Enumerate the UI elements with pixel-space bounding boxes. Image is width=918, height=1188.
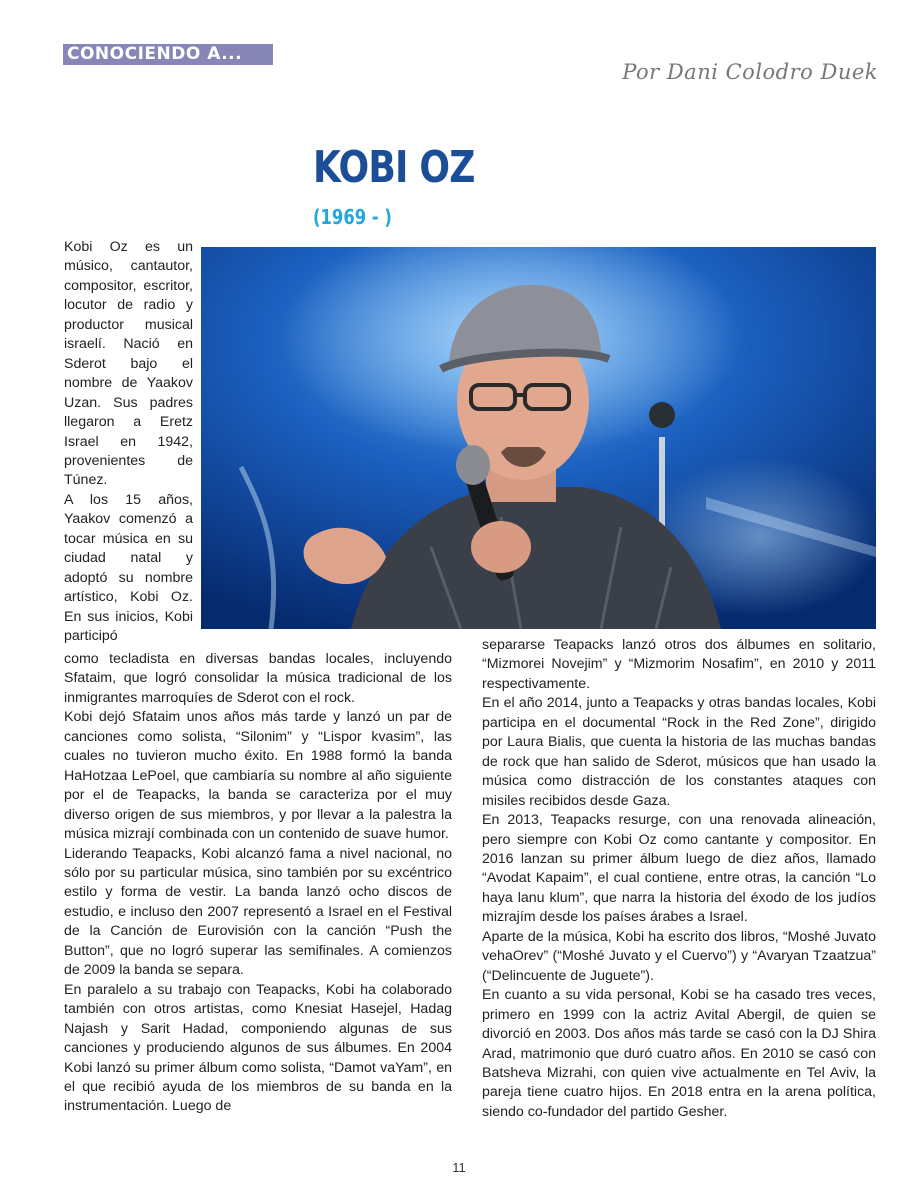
section-tag: CONOCIENDO A... xyxy=(63,44,273,65)
byline: Por Dani Colodro Duek xyxy=(622,60,878,84)
right-column xyxy=(482,636,876,1122)
paragraph: En cuanto a su vida personal, Kobi se ha casado tres veces, primero en 1999 con la actriz Avital Abergil, de quien se divorció en 2003. Dos años más tarde se casó con la DJ Shira Arad, matrimonio que duró cuatro años. En 2010 se casó con Batsheva Mizrahi, con quien vive actualmente en Tel Aviv, la pareja tiene cuatro hijos. En 2018 entra en la arena política, siendo co-fundador del partido Gesher. xyxy=(482,987,876,1120)
page-number: 11 xyxy=(452,1160,466,1175)
paragraph: separarse Teapacks lanzó otros dos álbumes en solitario, “Mizmorei Novejim” y “Mizmorim Nosafim”, en 2010 y 2011 respectivamente. xyxy=(482,637,876,692)
article-years: (1969 - ) xyxy=(313,205,392,229)
paragraph: En el año 2014, junto a Teapacks y otras bandas locales, Kobi participa en el documental “Rock in the Red Zone”, dirigido por Laura Bialis, que cuenta la historia de las muchas bandas de rock que han salido de Sderot, músicos que han usado la música como distracción de los constantes ataques con misiles recibidos desde Gaza. xyxy=(482,695,876,809)
paragraph: Kobi Oz es un músico, cantautor, compositor, escritor, locutor de radio y productor musical israelí. Nació en Sderot bajo el nombre de Yaakov Uzan. Sus padres llegaron a Eretz Israel en 1942, provenientes de Túnez. xyxy=(64,239,193,489)
paragraph: Liderando Teapacks, Kobi alcanzó fama a nivel nacional, no sólo por su particular música, sino también por su excéntrico estilo y forma de vestir. La banda lanzó ocho discos de estudio, e incluso den 2007 representó a Israel en el Festival de la Canción de Eurovisión con la canción “Push the Button”, que no logró superar las semifinales. A comienzos de 2009 la banda se separa. xyxy=(64,845,452,979)
paragraph: En 2013, Teapacks resurge, con una renovada alineación, pero siempre con Kobi Oz como cantante y compositor. En 2016 lanzan su primer álbum luego de diez años, llamado “Avodat Kapaim”, el cual contiene, entre otras, la canción “Lo haya lanu klum”, que narra la historia del éxodo de los judíos mizrajím desde los países árabes a Israel. xyxy=(482,812,876,926)
intro-text xyxy=(64,238,193,647)
left-column xyxy=(64,650,452,1117)
paragraph: Kobi dejó Sfataim unos años más tarde y lanzó un par de canciones como solista, “Silonim” y “Lispor kvasim”, las cuales no tuvieron mucho éxito. En 1988 formó la banda HaHotzaa LePoel, que cambiaría su nombre al año siguiente por el de Teapacks, la banda se caracteriza por el muy diverso origen de sus miembros, y por llevar a la palestra la música mizrají combinada con un contenido de suave humor. xyxy=(64,709,452,843)
paragraph: A los 15 años, Yaakov comenzó a tocar música en su ciudad natal y adoptó su nombre artístico, Kobi Oz. En sus inicios, Kobi participó xyxy=(64,491,193,645)
paragraph: En paralelo a su trabajo con Teapacks, Kobi ha colaborado también con otros artistas, como Knesiat Hasejel, Hadag Najash y Sarit Hadad, componiendo algunas de sus canciones y produciendo algunos de sus álbumes. En 2004 Kobi lanzó su primer álbum como solista, “Damot vaYam”, en el que recibió ayuda de los miembros de su banda en la instrumentación. Luego de xyxy=(64,981,452,1115)
article-title: KOBI OZ xyxy=(313,142,475,193)
paragraph: como tecladista en diversas bandas locales, incluyendo Sfataim, que logró consolidar la música tradicional de los inmigrantes marroquíes de Sderot con el rock. xyxy=(64,651,452,706)
paragraph: Aparte de la música, Kobi ha escrito dos libros, “Moshé Juvato vehaOrev” (“Moshé Juvato y el Cuervo”) y “Avaryan Tzaatzua” (“Delincuente de Juguete”). xyxy=(482,928,876,984)
article-photo xyxy=(201,247,876,629)
